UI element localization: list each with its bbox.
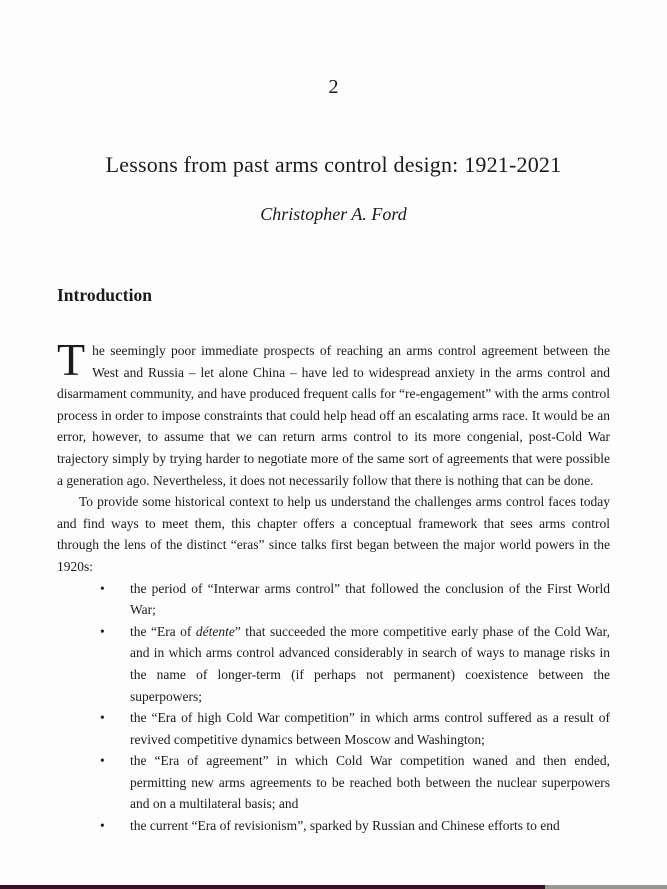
bullet-item-detente [57, 621, 610, 707]
drop-cap: T [57, 334, 86, 385]
bullet-icon: • [100, 623, 105, 639]
bullet-text: the period of “Interwar arms control” that followed the conclusion of the First World War; [130, 580, 610, 618]
chapter-author: Christopher A. Ford [260, 204, 407, 224]
italic-term: détente [195, 623, 235, 639]
bullet-icon: • [100, 753, 105, 769]
bullet-item-high-cold-war [57, 707, 610, 750]
chapter-title: Lessons from past arms control design: 1921-2021 [105, 152, 562, 177]
bullet-icon: • [100, 818, 105, 834]
bullet-text: the “Era of détente” that succeeded the more competitive early phase of the Cold War, and in which arms control advanced considerably in search of ways to manage risks in the name of longer-term (if perhaps not permanent) coexistence between the superpowers; [130, 623, 610, 704]
paragraph-intro [57, 334, 610, 491]
bullet-icon: • [100, 580, 105, 596]
paragraph-intro-text: he seemingly poor immediate prospects of reaching an arms control agreement between the West and Russia – let alone China – have led to widespread anxiety in the arms control and disarmament community, and have produced frequent calls for “re-engagement” with the arms control process in order to impose constraints that could help head off an escalating arms race. It would be an error, however, to assume that we can return arms control to its more congenial, post-Cold War trajectory simply by trying harder to negotiate more of the same sort of agreements that were possible a generation ago. Nevertheless, it does not necessarily follow that there is nothing that can be done. [57, 343, 610, 488]
window-bottom-edge [0, 885, 667, 889]
chapter-number: 2 [328, 76, 339, 98]
paragraph-context: To provide some historical context to help us understand the challenges arms control faces today and find ways to meet them, this chapter offers a conceptual framework that sees arms control through the lens of the distinct “eras” since talks first began between the major world powers in the 1920s: [57, 494, 610, 574]
bullet-text: the “Era of high Cold War competition” in which arms control suffered as a result of revived competitive dynamics between Moscow and Washington; [130, 710, 610, 747]
bullet-icon: • [100, 710, 105, 726]
era-bullet-list [57, 578, 610, 837]
bullet-text: the current “Era of revisionism”, sparked by Russian and Chinese efforts to end [130, 818, 560, 834]
bottom-edge-right-segment [545, 885, 667, 889]
bullet-item-revisionism [57, 815, 610, 837]
section-heading-introduction: Introduction [57, 285, 152, 305]
bottom-edge-left-segment [0, 885, 545, 889]
bullet-text: the “Era of agreement” in which Cold War competition waned and then ended, permitting new arms agreements to be reached both between the nuclear superpowers and on a multilateral basis; and [130, 753, 610, 812]
bullet-item-agreement [57, 750, 610, 815]
bullet-item-interwar [57, 578, 610, 621]
